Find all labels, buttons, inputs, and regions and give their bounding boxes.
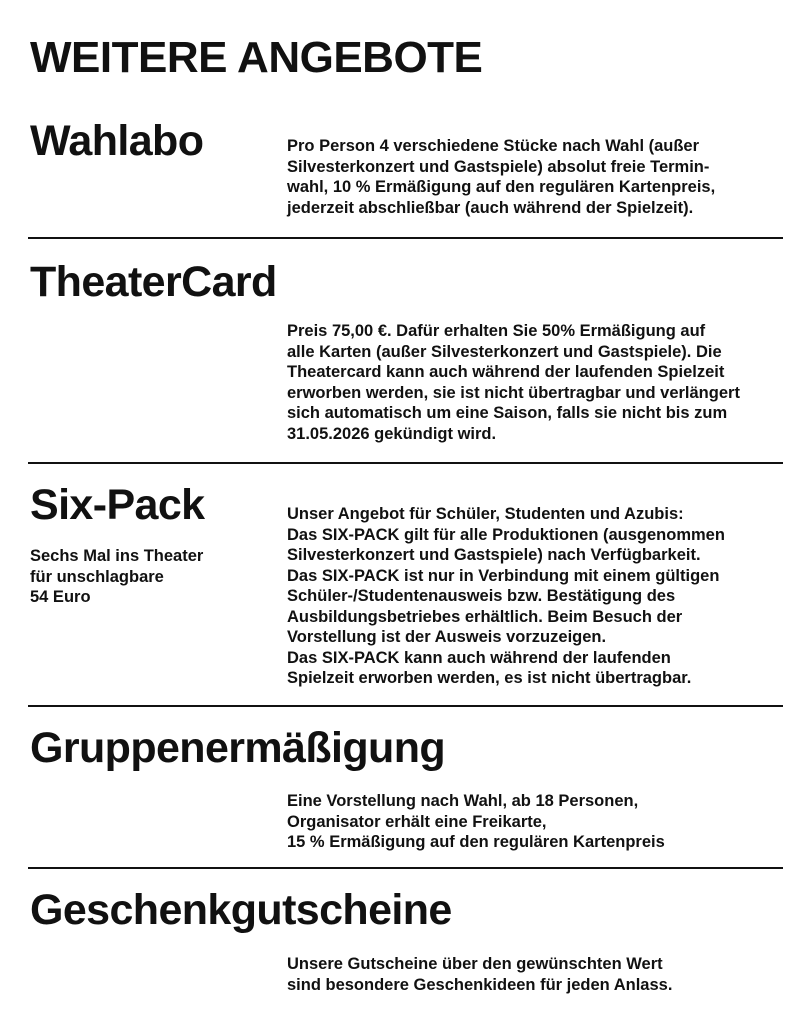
section-divider <box>28 867 783 869</box>
section-title-gruppenermaessigung: Gruppenermäßigung <box>30 724 446 772</box>
section-title-geschenkgutscheine: Geschenkgutscheine <box>30 886 452 934</box>
section-text-gruppenermaessigung: Eine Vorstellung nach Wahl, ab 18 Personen, Organisator erhält eine Freikarte, 15 % Ermäßigung auf den regulären Kartenpreis <box>287 792 665 851</box>
page-title: WEITERE ANGEBOTE <box>30 33 483 82</box>
section-divider <box>28 705 783 707</box>
section-divider <box>28 237 783 239</box>
section-text-geschenkgutscheine: Unsere Gutscheine über den gewünschten Wert sind besondere Geschenkideen für jeden Anlass. <box>287 955 673 994</box>
section-title-six-pack: Six-Pack <box>30 481 205 529</box>
section-divider <box>28 462 783 464</box>
section-title-wahlabo: Wahlabo <box>30 117 204 165</box>
section-text-wahlabo: Pro Person 4 verschiedene Stücke nach Wahl (außer Silvesterkonzert und Gastspiele) absolut freie Termin- wahl, 10 % Ermäßigung auf den regulären Kartenpreis, jederzeit abschließbar (auch während der Spielzeit). <box>287 137 716 217</box>
section-title-theatercard: TheaterCard <box>30 258 277 306</box>
section-text-six-pack: Unser Angebot für Schüler, Studenten und Azubis: Das SIX-PACK gilt für alle Produktionen (ausgenommen Silvesterkonzert und Gastspiele) nach Verfügbarkeit. Das SIX-PACK ist nur in Verbindung mit einem gültigen Schüler-/Studentenausweis bzw. Bestätigung des Ausbildungsbetriebes erhältlich. Beim Besuch der Vorstellung ist der Ausweis vorzuzeigen. Das SIX-PACK kann auch während der laufenden Spielzeit erworben werden, es ist nicht übertragbar. <box>287 505 725 687</box>
section-text-theatercard: Preis 75,00 €. Dafür erhalten Sie 50% Ermäßigung auf alle Karten (außer Silvesterkonzert und Gastspiele). Die Theatercard kann auch während der laufenden Spielzeit erworben werden, sie ist nicht übertragbar und verlängert sich automatisch um eine Saison, falls sie nicht bis zum 31.05.2026 gekündigt wird. <box>287 322 740 443</box>
six-pack-side-note: Sechs Mal ins Theater für unschlagbare 54 Euro <box>30 547 204 606</box>
